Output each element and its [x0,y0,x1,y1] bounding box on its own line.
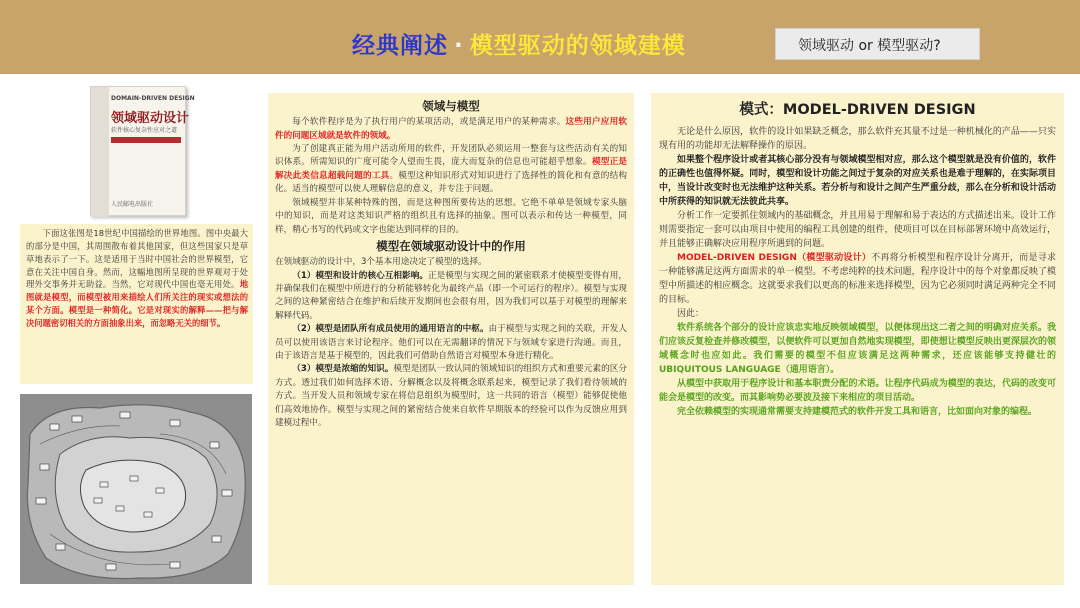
page-title [352,27,686,60]
paragraph-4: 在领域驱动的设计中，3个基本用途决定了模型的选择。 [275,257,487,268]
list-item-3 [275,363,627,430]
paragraph-2 [275,143,627,197]
list-item-3-lead: （3）模型是浓缩的知识。 [292,364,394,375]
book-cover-image [90,86,195,216]
list-item-2-text: 由于模型与实现之间的关联，开发人员可以使用该语言来讨论程序。他们可以在无需翻译的情况下与领域专家进行沟通。而且，由于该语言是基于模型的，因此我们可借助自然语言对模型本身进行精化。 [275,324,627,361]
map-illustration [20,394,252,584]
paragraph-2-highlight: 模型正是解决此类信息超载问题的工具 [275,157,627,181]
section-heading-pattern [659,99,1056,122]
right-paragraph-2: 如果整个程序设计或者其核心部分没有与领域模型相对应，那么这个模型就是没有价值的，软件的正确性也值得怀疑。同时，模型和设计功能之间过于复杂的对应关系也是难于理解的，在实际项目中，当设计改变时也无法维护这种关系。若分析与和设计之间产生严重分歧，那么在分析和设计活动中所获得的知识就无法彼此共享。 [659,154,1056,207]
list-item-3-text: 模型是团队一致认同的领域知识的组织方式和重要元素的区分方式。透过我们如何选择术语、分解概念以及将概念联系起来，模型记录了我们看待领域的方式。当开发人员和领域专家在将信息组织为模型时，这一共同的语言（模型）能够促使他们高效地协作。模型与实现之间的紧密结合使来自软件早期版本的经验可以作为反馈应用到建模过程中。 [275,364,627,429]
list-item-1-lead: （1）模型和设计的核心互相影响。 [292,270,429,281]
map-note-body: 下面这张图是18世纪中国描绘的世界地图。图中央最大的部分是中国，其周围散布着其他国家，但这些国家只是草草地表示了一下。这是适用于当时中国社会的世界模型，它意在关注中国自身。然而，这幅地图所呈现的世界观对于处理外交事务并无助益。当然，它对现代中国也毫无用处。 [26,228,248,290]
green-paragraph-2: 从模型中获取用于程序设计和基本职责分配的术语。让程序代码成为模型的表达，代码的改变可能会是模型的改变。而其影响势必要波及接下来相应的项目活动。 [659,379,1056,404]
domain-and-model-panel [268,93,634,585]
header-bar [0,0,1080,74]
right-paragraph-3: 分析工作一定要抓住领域内的基础概念，并且用易于理解和易于表达的方式描述出来。设计工作则需要指定一套可以由项目中使用的编程工具创建的组件，使项目可以在目标部署环境中高效运行，并且能够正确解决应用程序所遇到的问题。 [659,210,1056,249]
right-paragraph-4-highlight: MODEL-DRIVEN DESIGN（模型驱动设计） [677,252,872,263]
right-paragraph-5: 因此： [677,309,705,320]
book-stripe [111,137,181,143]
book-publisher: 人民邮电出版社 [111,201,154,208]
map-note-box [20,224,253,384]
section-heading-model-role: 模型在领域驱动设计中的作用 [376,238,526,253]
book-spine-band [91,87,109,217]
paragraph-1-highlight: 这些用户应用软件的问题区域就是软件的领域。 [275,117,627,141]
section-heading-domain-model: 领域与模型 [422,99,480,113]
list-item-2 [275,323,627,363]
paragraph-1 [275,116,627,143]
green-paragraph-3: 完全依赖模型的实现通常需要支持建模范式的软件开发工具和语言，比如面向对象的编程。 [677,407,1038,418]
book-english-title: DOMAIN-DRIVEN DESIGN [111,95,195,102]
pattern-name: MODEL-DRIVEN DESIGN [782,102,976,118]
topic-tag: 领域驱动 or 模型驱动? [775,28,980,60]
book-subtitle: 软件核心复杂性应对之道 [111,127,178,134]
paragraph-3: 领域模型并非某种特殊的图，而是这种图所要传达的思想。它绝不单单是领域专家头脑中的知识，而是对这类知识严格的组织且有选择的抽象。图可以表示和传达一种模型，同样，精心书写的代码或文字也能达到同样的目的。 [275,197,627,235]
ancient-world-map-image [20,394,252,584]
right-paragraph-4 [659,251,1056,307]
title-part1: 经典阐述 [352,33,448,59]
paragraph-2-tail: 。模型这种知识形式对知识进行了选择性的简化和有意的结构化。适当的模型可以使人理解信息的意义，并专注于问题。 [275,170,627,195]
green-paragraph-1: 软件系统各个部分的设计应该忠实地反映领域模型，以便体现出这二者之间的明确对应关系。我们应该反复检查并修改模型，以便软件可以更加自然地实现模型，即使想让模型反映出更深层次的领域概念时也应如此。我们需要的模型不但应该满足这两种需求，还应该能够支持健壮的UBIQUITOUS LANGUAGE（通用语言）。 [659,323,1056,376]
list-item-1-text: 正是模型与实现之间的紧密联系才使模型变得有用，并确保我们在模型中所进行的分析能够转化为最终产品（即一个可运行的程序）。模型与实现之间的这种紧密结合在维护和后续开发期间也会很有用，因为我们可以基于对模型的理解来解释代码。 [275,270,627,321]
model-driven-design-panel [651,93,1064,585]
right-paragraph-4-text: 不再将分析模型和程序设计分离开，而是寻求一种能够满足这两方面需求的单一模型。不考虑纯粹的技术问题，程序设计中的每个对象都反映了模型中所描述的相应概念。这就要求我们以更高的标准来选择模型，因为它必须同时满足两种完全不同的目标。 [659,252,1056,305]
paragraph-1-text: 每个软件程序是为了执行用户的某项活动，或是满足用户的某种需求。 [292,117,566,128]
pattern-prefix: 模式 [739,102,769,118]
right-paragraph-1: 无论是什么原因，软件的设计如果缺乏概念，那么软件充其量不过是一种机械化的产品——只实现有用的功能却无法解释操作的原因。 [659,126,1056,151]
map-note-text [26,227,248,330]
paragraph-2-text: 为了创建真正能为用户活动所用的软件，开发团队必须运用一整套与这些活动有关的知识体系。所需知识的广度可能令人望而生畏，庞大而复杂的信息也可能超乎想象。 [275,144,627,168]
list-item-2-lead: （2）模型是团队所有成员使用的通用语言的中枢。 [292,324,489,335]
title-dot: · [454,33,464,59]
title-part2: 模型驱动的领域建模 [469,33,686,59]
list-item-1 [275,270,627,324]
pattern-colon: ： [768,102,783,118]
map-note-highlight: 地图就是模型，而模型被用来描绘人们所关注的现实或想法的某个方面。模型是一种简化。它是对现实的解释——把与解决问题密切相关的方面抽象出来，而忽略无关的细节。 [26,279,248,329]
book-chinese-title: 领域驱动设计 [111,111,190,126]
